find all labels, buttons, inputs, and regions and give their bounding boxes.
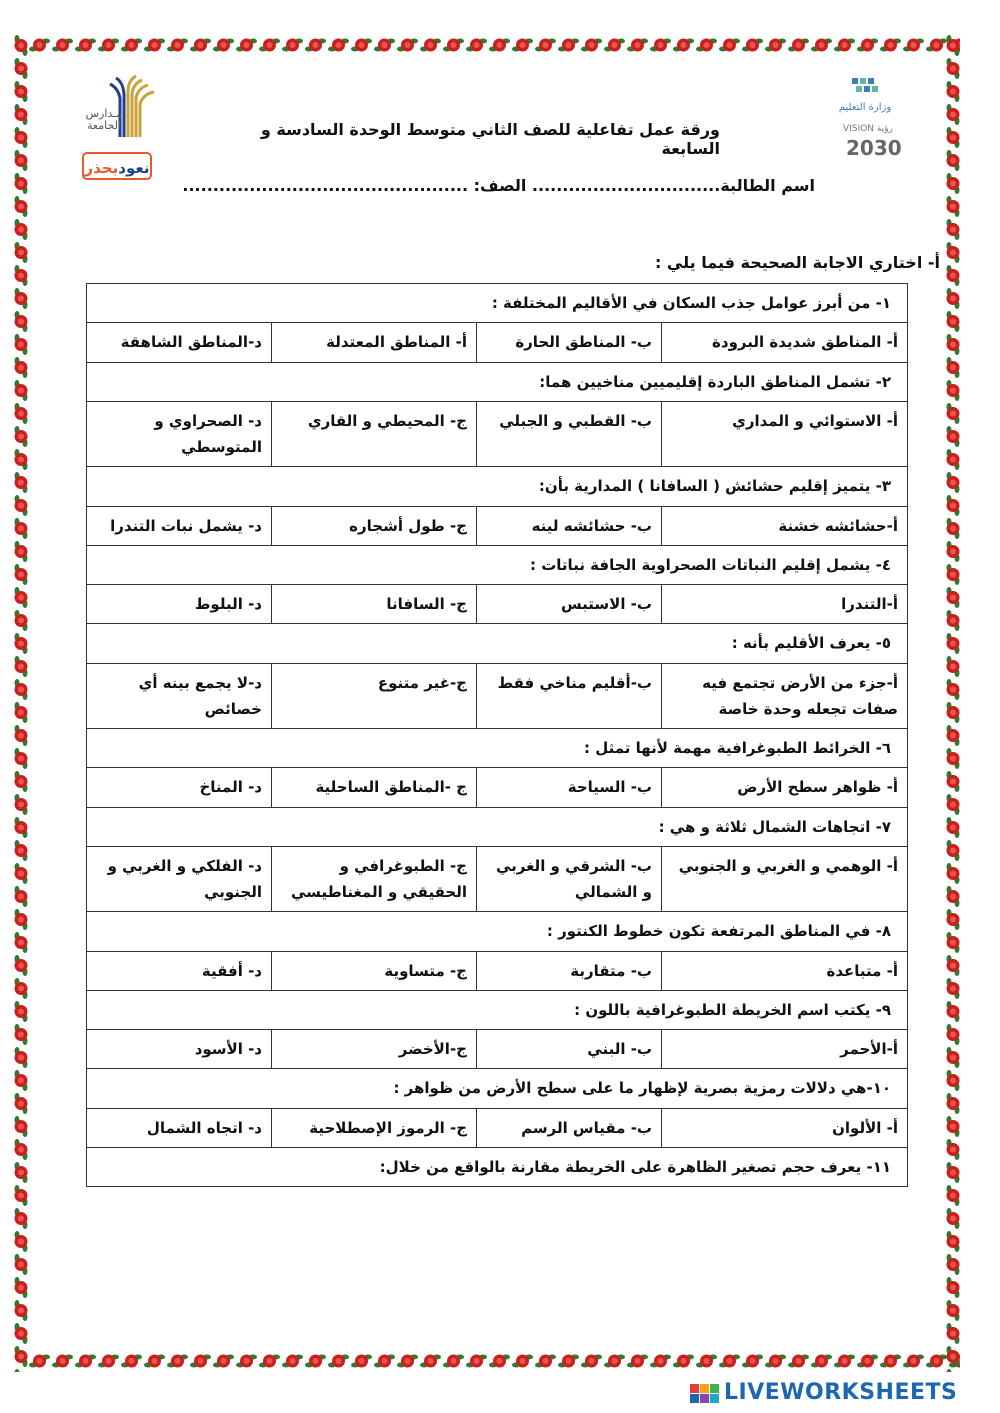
q9-option-c[interactable]: ج-الأخضر: [272, 1030, 477, 1069]
question-7: ٧- اتجاهات الشمال ثلاثة و هي :: [87, 807, 908, 846]
flower-border-icon: [28, 34, 960, 56]
q1-option-d[interactable]: د-المناطق الشاهقة: [87, 323, 272, 362]
student-name-line: اسم الطالبة............................... الصف: ...............................................: [182, 176, 815, 195]
question-10: ١٠-هي دلالات رمزية بصرية لإظهار ما على سطح الأرض من ظواهر :: [87, 1069, 908, 1108]
q8-option-c[interactable]: ج- متساوية: [272, 951, 477, 990]
flower-border-icon: [10, 34, 32, 1372]
decorative-border-bottom: [28, 1350, 960, 1372]
q1-option-b[interactable]: ب- المناطق الحارة: [477, 323, 662, 362]
question-8: ٨- في المناطق المرتفعة تكون خطوط الكنتور :: [87, 912, 908, 951]
q10-option-b[interactable]: ب- مقياس الرسم: [477, 1108, 662, 1147]
questions-table: [86, 283, 908, 1187]
q7-option-b[interactable]: ب- الشرقي و الغربي و الشمالي: [477, 846, 662, 912]
q5-option-b[interactable]: ب-أقليم مناخي فقط: [477, 663, 662, 729]
q5-option-d[interactable]: د-لا يجمع بينه أي خصائص: [87, 663, 272, 729]
question-6: ٦- الخرائط الطبوغرافية مهمة لأنها تمثل :: [87, 729, 908, 768]
footer-brand: LIVEWORKSHEETS: [724, 1380, 958, 1405]
question-2: ٢- تشمل المناطق الباردة إقليميين مناخيين هما:: [87, 362, 908, 401]
q5-option-c[interactable]: ج-غير متنوع: [272, 663, 477, 729]
q3-option-d[interactable]: د- يشمل نبات التندرا: [87, 506, 272, 545]
question-1: ١- من أبرز عوامل جذب السكان في الأقاليم المختلفة :: [87, 284, 908, 323]
q2-option-a[interactable]: أ- الاستوائي و المداري: [662, 401, 908, 467]
flower-border-icon: [28, 1350, 960, 1372]
question-11: ١١- يعرف حجم تصغير الظاهرة على الخريطة مقارنة بالواقع من خلال:: [87, 1147, 908, 1186]
ministry-logo-text: وزارة التعليم: [838, 102, 892, 113]
question-3: ٣- يتميز إقليم حشائش ( السافانا ) المدارية بأن:: [87, 467, 908, 506]
q8-option-a[interactable]: أ- متباعدة: [662, 951, 908, 990]
q4-option-b[interactable]: ب- الاستبس: [477, 585, 662, 624]
q7-option-d[interactable]: د- الفلكي و الغربي و الجنوبي: [87, 846, 272, 912]
q9-option-b[interactable]: ب- البني: [477, 1030, 662, 1069]
decorative-border-right: [942, 34, 964, 1372]
page-title: ورقة عمل تفاعلية للصف الثاني متوسط الوحدة السادسة و السابعة: [260, 120, 720, 158]
decorative-border-left: [10, 34, 32, 1372]
q3-option-c[interactable]: ج- طول أشجاره: [272, 506, 477, 545]
slogan-part-1: نعود: [118, 159, 150, 177]
slogan-part-2: بحذر: [84, 159, 119, 177]
q4-option-d[interactable]: د- البلوط: [87, 585, 272, 624]
q7-option-c[interactable]: ج- الطبوغرافي و الحقيقي و المغناطيسي: [272, 846, 477, 912]
q4-option-c[interactable]: ج- السافانا: [272, 585, 477, 624]
q2-option-d[interactable]: د- الصحراوي و المتوسطي: [87, 401, 272, 467]
vision-year: 2030: [846, 136, 902, 160]
q6-option-c[interactable]: ج -المناطق الساحلية: [272, 768, 477, 807]
q3-option-b[interactable]: ب- حشائشه لينه: [477, 506, 662, 545]
q1-option-a[interactable]: أ- المناطق شديدة البرودة: [662, 323, 908, 362]
question-4: ٤- يشمل إقليم النباتات الصحراوية الجافة نباتات :: [87, 545, 908, 584]
q1-option-c[interactable]: أ- المناطق المعتدلة: [272, 323, 477, 362]
q2-option-b[interactable]: ب- القطبي و الجبلي: [477, 401, 662, 467]
q7-option-a[interactable]: أ- الوهمي و الغربي و الجنوبي: [662, 846, 908, 912]
q9-option-d[interactable]: د- الأسود: [87, 1030, 272, 1069]
q9-option-a[interactable]: أ-الأحمر: [662, 1030, 908, 1069]
slogan-badge: [82, 152, 152, 180]
q10-option-c[interactable]: ج- الرموز الإصطلاحية: [272, 1108, 477, 1147]
q10-option-a[interactable]: أ- الألوان: [662, 1108, 908, 1147]
flower-border-icon: [942, 34, 964, 1372]
q4-option-a[interactable]: أ-التندرا: [662, 585, 908, 624]
q10-option-d[interactable]: د- اتجاه الشمال: [87, 1108, 272, 1147]
question-5: ٥- يعرف الأقليم بأنه :: [87, 624, 908, 663]
q2-option-c[interactable]: ج- المحيطي و القاري: [272, 401, 477, 467]
section-heading: أ- اختاري الاجابة الصحيحة فيما يلي :: [654, 253, 940, 272]
school-logo-text: مـدارس الجامعة: [85, 107, 123, 133]
q6-option-a[interactable]: أ- ظواهر سطح الأرض: [662, 768, 908, 807]
q3-option-a[interactable]: أ-حشائشه خشنة: [662, 506, 908, 545]
q8-option-b[interactable]: ب- متقاربة: [477, 951, 662, 990]
q8-option-d[interactable]: د- أفقية: [87, 951, 272, 990]
q5-option-a[interactable]: أ-جزء من الأرض تجتمع فيه صفات تجعله وحدة خاصة: [662, 663, 908, 729]
vision-label: VISION رؤية: [843, 124, 893, 134]
q6-option-d[interactable]: د- المناخ: [87, 768, 272, 807]
q6-option-b[interactable]: ب- السياحة: [477, 768, 662, 807]
decorative-border-top: [28, 34, 960, 56]
question-9: ٩- يكتب اسم الخريطة الطبوغرافية باللون :: [87, 990, 908, 1029]
